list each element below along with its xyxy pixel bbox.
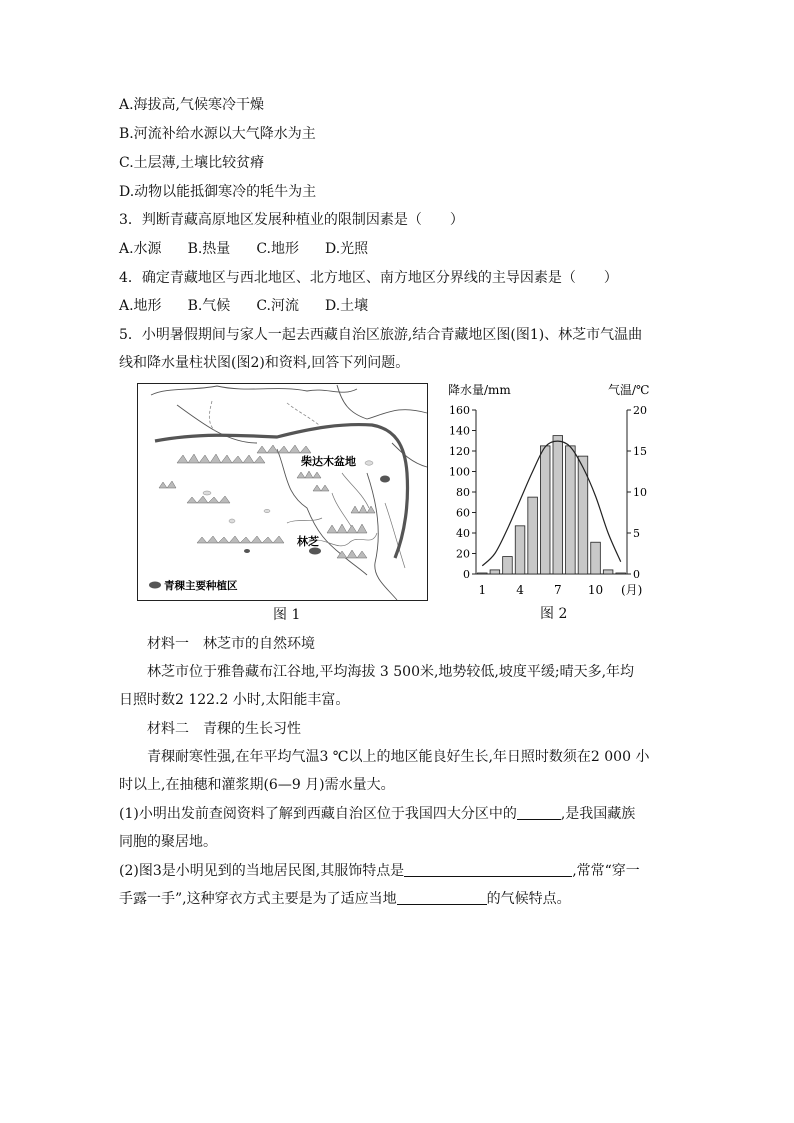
label-nyingchi: 林芝 — [297, 535, 319, 548]
precipitation-bar-3 — [503, 557, 513, 574]
q5-2-text-d: 的气候特点。 — [486, 891, 571, 907]
material-1-title: 材料一 林芝市的自然环境 — [147, 636, 315, 652]
precipitation-bar-2 — [490, 570, 500, 574]
left-axis-label: 降水量/mm — [448, 383, 511, 397]
q5-2-line2 — [119, 889, 571, 909]
right-tick-label: 5 — [633, 527, 640, 540]
q5-2-text-c: 手露一手”,这种穿衣方式主要是为了适应当地 — [119, 891, 397, 907]
q5-1-line1 — [119, 804, 635, 824]
left-tick-label: 0 — [463, 568, 470, 581]
q3-option-c: C.地形 — [256, 241, 299, 257]
material-2-line1: 青稞耐寒性强,在年平均气温3 ℃以上的地区能良好生长,年日照时数须在2 000 小 — [147, 749, 650, 765]
figure-2-chart — [440, 380, 662, 600]
q5-1-line2: 同胞的聚居地。 — [119, 834, 217, 850]
precipitation-bar-12 — [616, 573, 626, 574]
x-tick-label: 10 — [587, 583, 604, 597]
precipitation-bar-11 — [603, 570, 613, 574]
figure-1-map — [137, 383, 428, 601]
q3-option-d: D.光照 — [324, 241, 369, 257]
left-tick-label: 40 — [456, 527, 470, 540]
q5-2-text-a: (2)图3是小明见到的当地居民图,其服饰特点是 — [119, 863, 405, 879]
left-tick-label: 100 — [449, 465, 470, 479]
figure-2-caption: 图 2 — [540, 606, 568, 622]
legend-swatch — [149, 582, 161, 589]
left-tick-label: 120 — [449, 445, 470, 458]
q4-stem: 4．确定青藏地区与西北地区、北方地区、南方地区分界线的主导因素是（ ） — [119, 270, 618, 286]
precipitation-bar-4 — [515, 526, 525, 574]
q5-1-text-a: (1)小明出发前查阅资料了解到西藏自治区位于我国四大分区中的 — [119, 806, 517, 822]
q5-1-text-b: ,是我国藏族 — [560, 806, 636, 822]
precipitation-bar-8 — [566, 446, 576, 574]
q4-option-a: A.地形 — [119, 298, 162, 314]
q2-option-c: C.土层薄,土壤比较贫瘠 — [119, 155, 265, 171]
q5-1-answer-blank[interactable] — [517, 805, 561, 820]
material-1-line2: 日照时数2 122.2 小时,太阳能丰富。 — [119, 692, 350, 708]
q5-2-text-b: ,常常“穿一 — [572, 863, 640, 879]
q5-2-answer-blank-2[interactable] — [397, 890, 487, 905]
x-axis-unit: (月) — [621, 583, 643, 597]
precipitation-bar-1 — [478, 573, 488, 574]
q4-option-b: B.气候 — [187, 298, 231, 314]
legend-label: 青稞主要种植区 — [164, 580, 238, 592]
q5-stem-line1: 5．小明暑假期间与家人一起去西藏自治区旅游,结合青藏地区图(图1)、林芝市气温曲 — [119, 327, 643, 343]
q2-option-a: A.海拔高,气候寒冷干燥 — [119, 97, 265, 113]
q5-2-answer-blank-1[interactable] — [404, 862, 572, 877]
right-tick-label: 20 — [633, 404, 647, 417]
q4-option-d: D.土壤 — [324, 298, 369, 314]
x-tick-label: 4 — [516, 583, 524, 597]
precipitation-bar-6 — [540, 446, 550, 574]
left-tick-label: 160 — [449, 404, 470, 417]
q2-option-d: D.动物以能抵御寒冷的牦牛为主 — [119, 184, 317, 200]
left-tick-label: 80 — [456, 486, 470, 499]
precipitation-bar-10 — [591, 542, 601, 574]
q2-option-b: B.河流补给水源以大气降水为主 — [119, 126, 316, 142]
material-2-title: 材料二 青稞的生长习性 — [147, 721, 301, 737]
q4-option-c: C.河流 — [256, 298, 299, 314]
precipitation-bar-7 — [553, 436, 563, 574]
q4-options — [119, 296, 394, 316]
q3-option-b: B.热量 — [187, 241, 231, 257]
q3-options — [119, 239, 394, 259]
label-qaidam-basin: 柴达木盆地 — [301, 455, 356, 468]
left-tick-label: 140 — [449, 424, 470, 438]
right-tick-label: 0 — [633, 568, 640, 581]
left-tick-label: 20 — [456, 547, 470, 561]
precipitation-bar-5 — [528, 497, 538, 574]
q5-2-line1 — [119, 861, 640, 881]
q5-stem-line2: 线和降水量柱状图(图2)和资料,回答下列问题。 — [119, 355, 410, 371]
right-tick-label: 10 — [633, 486, 647, 499]
material-1-line1: 林芝市位于雅鲁藏布江谷地,平均海拔 3 500米,地势较低,坡度平缓;晴天多,年均 — [147, 664, 635, 680]
left-tick-label: 60 — [456, 506, 470, 520]
x-tick-label: 7 — [553, 583, 562, 597]
right-axis-label: 气温/℃ — [608, 383, 650, 397]
right-tick-label: 15 — [633, 445, 647, 458]
figure-1-caption: 图 1 — [273, 607, 301, 623]
material-2-line2: 时以上,在抽穗和灌浆期(6—9 月)需水量大。 — [119, 777, 395, 793]
q3-option-a: A.水源 — [119, 241, 162, 257]
x-tick-label: 1 — [478, 583, 487, 597]
q3-stem: 3．判断青藏高原地区发展种植业的限制因素是（ ） — [119, 212, 464, 228]
